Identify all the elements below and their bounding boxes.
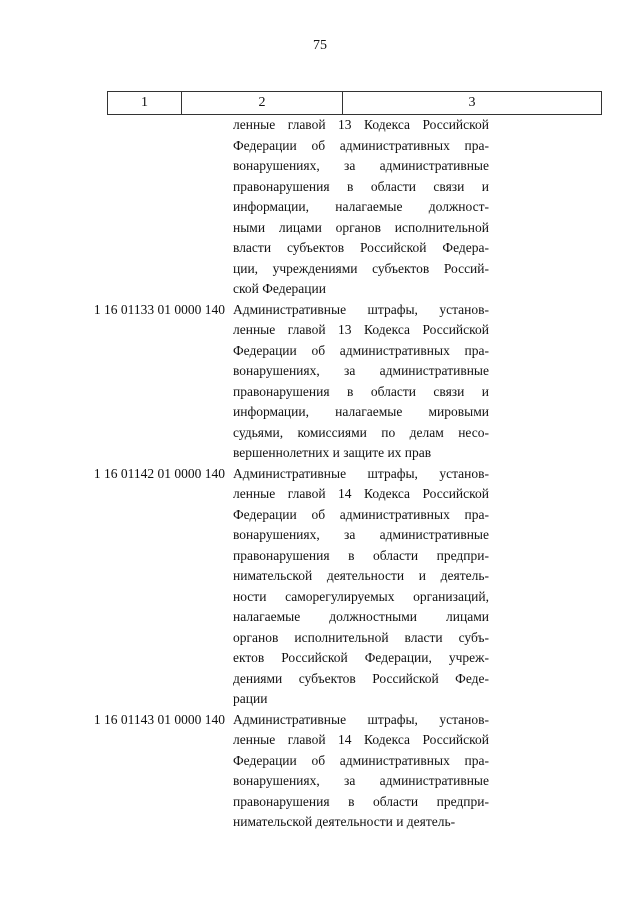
description-line: вонарушениях, за административные xyxy=(233,158,489,173)
description-line: ленные главой 14 Кодекса Российской xyxy=(233,486,489,501)
table-row xyxy=(0,710,640,833)
description-line: ской Федерации xyxy=(233,281,326,296)
description-line: Федерации об административных пра- xyxy=(233,506,489,522)
header-col-1: 1 xyxy=(108,92,182,115)
header-col-2: 2 xyxy=(182,92,343,115)
description-line: Федерации об административных пра- xyxy=(233,137,489,153)
description-line: информации, налагаемые должност- xyxy=(233,199,489,214)
description-line: ленные главой 14 Кодекса Российской xyxy=(233,732,489,747)
description-line: нимательской деятельности и деятель- xyxy=(233,814,456,829)
row-description xyxy=(233,710,489,833)
header-col-3: 3 xyxy=(343,92,602,115)
description-line: ными лицами органов исполнительной xyxy=(233,219,489,235)
row-code: 1 16 01142 01 0000 140 xyxy=(93,465,225,481)
description-line: правонарушения в области связи и xyxy=(233,383,489,399)
row-code xyxy=(0,115,233,300)
page-number: 75 xyxy=(313,38,327,53)
row-description xyxy=(233,115,489,300)
description-line: дениями субъектов Российской Феде- xyxy=(233,670,489,686)
description-line: вонарушениях, за административные xyxy=(233,773,489,788)
description-line: Административные штрафы, установ- xyxy=(233,465,489,481)
description-line: правонарушения в области предпри- xyxy=(233,547,489,563)
description-line: правонарушения в области связи и xyxy=(233,178,489,194)
description-line: ции, учреждениями субъектов Россий- xyxy=(233,260,489,276)
description-line: правонарушения в области предпри- xyxy=(233,793,489,809)
description-line: вонарушениях, за административные xyxy=(233,363,489,378)
table-row xyxy=(0,300,640,464)
description-line: ленные главой 13 Кодекса Российской xyxy=(233,322,489,337)
description-line: Федерации об административных пра- xyxy=(233,342,489,358)
description-line: ности саморегулируемых организаций, xyxy=(233,588,489,604)
description-line: вонарушениях, за административные xyxy=(233,527,489,542)
description-line: судьями, комиссиями по делам несо- xyxy=(233,424,489,440)
description-line: Административные штрафы, установ- xyxy=(233,301,489,317)
description-line: Федерации об административных пра- xyxy=(233,752,489,768)
description-line: рации xyxy=(233,691,268,706)
table-row xyxy=(0,115,640,300)
table-row xyxy=(0,464,640,710)
row-description xyxy=(233,464,489,710)
description-line: органов исполнительной власти субъ- xyxy=(233,629,489,645)
description-line: ленные главой 13 Кодекса Российской xyxy=(233,117,489,132)
table-header-row xyxy=(108,92,602,115)
description-line: вершеннолетних и защите их прав xyxy=(233,445,432,460)
description-line: налагаемые должностными лицами xyxy=(233,609,489,624)
description-line: ектов Российской Федерации, учреж- xyxy=(233,650,489,665)
description-line: информации, налагаемые мировыми xyxy=(233,404,489,419)
row-description xyxy=(233,300,489,464)
row-code: 1 16 01133 01 0000 140 xyxy=(93,301,225,317)
description-line: власти субъектов Российской Федера- xyxy=(233,240,489,255)
table-body xyxy=(0,115,640,833)
description-line: Административные штрафы, установ- xyxy=(233,711,489,727)
table-header xyxy=(107,91,602,115)
description-line: нимательской деятельности и деятель- xyxy=(233,568,489,583)
row-code: 1 16 01143 01 0000 140 xyxy=(93,711,225,727)
